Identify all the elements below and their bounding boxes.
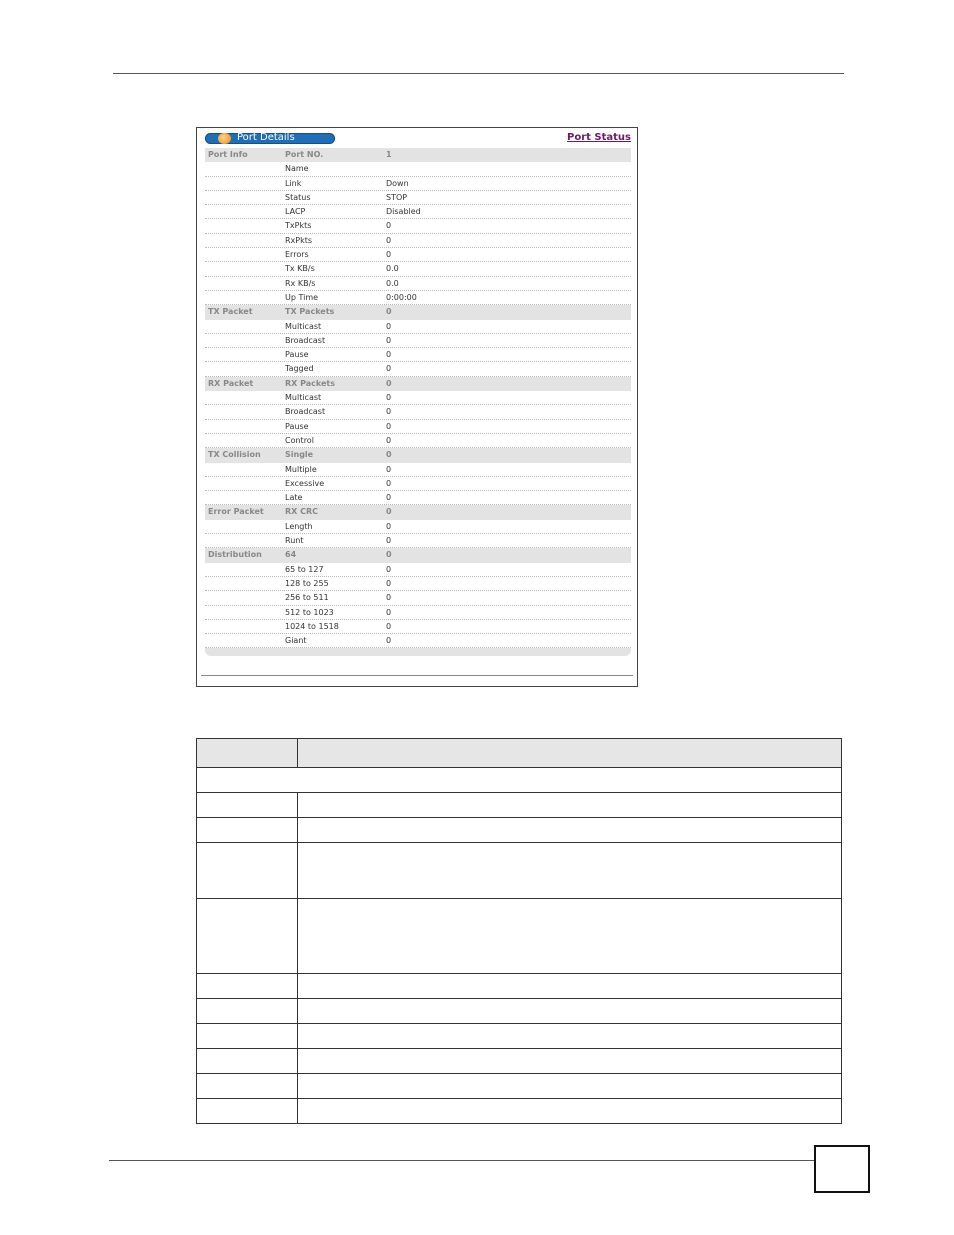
table-row bbox=[205, 434, 631, 448]
field-label: RX CRC bbox=[285, 507, 319, 517]
field-value: 0 bbox=[386, 621, 392, 631]
field-value: Disabled bbox=[386, 207, 421, 217]
field-value: 0 bbox=[386, 536, 392, 546]
table-row bbox=[205, 606, 631, 620]
field-label: Pause bbox=[285, 421, 309, 431]
table-cell bbox=[197, 1074, 298, 1099]
port-details-table bbox=[205, 148, 631, 656]
field-label: RxPkts bbox=[285, 235, 313, 245]
section-row bbox=[205, 148, 631, 162]
table-row bbox=[205, 477, 631, 491]
field-value: 0 bbox=[386, 393, 392, 403]
table-row bbox=[205, 620, 631, 634]
table-row bbox=[205, 405, 631, 419]
table-cell bbox=[197, 1049, 298, 1074]
section-row bbox=[205, 377, 631, 391]
field-label: Excessive bbox=[285, 478, 325, 488]
table-row bbox=[205, 177, 631, 191]
field-label: Port NO. bbox=[285, 150, 324, 159]
section-row bbox=[205, 548, 631, 562]
field-value: 0 bbox=[386, 636, 392, 646]
field-value: 0 bbox=[386, 521, 392, 531]
field-label: LACP bbox=[285, 207, 306, 217]
table-cell bbox=[298, 1074, 842, 1099]
table-cell bbox=[197, 1099, 298, 1124]
field-value: 0 bbox=[386, 407, 392, 417]
table-row bbox=[205, 248, 631, 262]
table-row bbox=[197, 768, 842, 793]
table-row bbox=[205, 191, 631, 205]
section-label: Distribution bbox=[208, 550, 262, 560]
field-label: Name bbox=[285, 164, 309, 174]
port-details-screen bbox=[196, 127, 638, 687]
field-label: Multicast bbox=[285, 321, 322, 331]
section-label: RX Packet bbox=[208, 378, 254, 388]
section-row bbox=[205, 505, 631, 519]
table-row bbox=[205, 277, 631, 291]
table-row bbox=[205, 391, 631, 405]
table-cell bbox=[298, 1049, 842, 1074]
field-value: 0 bbox=[386, 378, 392, 388]
field-value: 0 bbox=[386, 564, 392, 574]
field-label: TX Packets bbox=[285, 307, 335, 317]
table-row bbox=[197, 1074, 842, 1099]
field-label: Broadcast bbox=[285, 407, 326, 417]
table-cell bbox=[197, 793, 298, 818]
field-label: Broadcast bbox=[285, 335, 326, 345]
table-cell bbox=[298, 1099, 842, 1124]
header-cell-description bbox=[298, 739, 842, 768]
table-row bbox=[197, 818, 842, 843]
table-cell bbox=[298, 974, 842, 999]
table-row bbox=[205, 162, 631, 176]
field-description-table bbox=[196, 738, 842, 1124]
field-value: 0 bbox=[386, 578, 392, 588]
table-row bbox=[205, 563, 631, 577]
table-row bbox=[197, 1099, 842, 1124]
field-label: Tagged bbox=[285, 364, 314, 374]
table-row bbox=[205, 634, 631, 648]
table-row bbox=[197, 899, 842, 974]
table-cell bbox=[298, 843, 842, 899]
table-row bbox=[205, 577, 631, 591]
table-cell bbox=[197, 974, 298, 999]
page-title: Port Details bbox=[237, 132, 295, 143]
table-row bbox=[197, 1024, 842, 1049]
section-label: TX Packet bbox=[208, 307, 253, 317]
field-value: 0 bbox=[386, 307, 392, 317]
field-value: 0 bbox=[386, 450, 392, 460]
field-label: Status bbox=[285, 192, 311, 202]
table-cell bbox=[298, 818, 842, 843]
footer-rule bbox=[109, 1160, 814, 1161]
field-label: 256 to 511 bbox=[285, 593, 329, 603]
table-row bbox=[205, 463, 631, 477]
field-value: 0 bbox=[386, 593, 392, 603]
field-label: Multiple bbox=[285, 464, 317, 474]
section-label: Port Info bbox=[208, 150, 248, 159]
title-bar bbox=[205, 133, 335, 144]
field-value: 0 bbox=[386, 550, 392, 560]
section-label: TX Collision bbox=[208, 450, 261, 460]
field-label: 64 bbox=[285, 550, 297, 560]
table-row bbox=[197, 1049, 842, 1074]
field-value: 0 bbox=[386, 464, 392, 474]
table-row bbox=[205, 205, 631, 219]
field-value: 0 bbox=[386, 364, 392, 374]
field-value: 0 bbox=[386, 350, 392, 360]
section-row bbox=[205, 448, 631, 462]
table-row bbox=[205, 420, 631, 434]
section-label: Error Packet bbox=[208, 507, 264, 517]
field-value: 0:00:00 bbox=[386, 292, 417, 302]
field-label: Link bbox=[285, 178, 302, 188]
field-label: Up Time bbox=[285, 292, 319, 302]
header-rule bbox=[113, 73, 844, 74]
table-cell bbox=[197, 899, 298, 974]
field-value: 0.0 bbox=[386, 278, 399, 288]
field-label: Length bbox=[285, 521, 313, 531]
screen-divider bbox=[201, 675, 633, 676]
table-cell bbox=[197, 818, 298, 843]
field-value: 0 bbox=[386, 221, 392, 231]
table-row bbox=[197, 974, 842, 999]
table-row bbox=[205, 234, 631, 248]
table-row bbox=[197, 999, 842, 1024]
field-value: 0 bbox=[386, 235, 392, 245]
header-cell-label bbox=[197, 739, 298, 768]
field-label: Single bbox=[285, 450, 314, 460]
table-cell bbox=[197, 843, 298, 899]
field-label: Runt bbox=[285, 536, 304, 546]
field-label: Errors bbox=[285, 250, 309, 260]
table-row bbox=[205, 491, 631, 505]
field-label: RX Packets bbox=[285, 378, 336, 388]
field-value: 0 bbox=[386, 507, 392, 517]
table-row bbox=[205, 334, 631, 348]
field-value: 0 bbox=[386, 250, 392, 260]
table-row bbox=[205, 591, 631, 605]
field-value: 1 bbox=[386, 150, 392, 159]
table-cell bbox=[197, 768, 842, 793]
section-row bbox=[205, 305, 631, 319]
field-label: TxPkts bbox=[285, 221, 312, 231]
field-label: Giant bbox=[285, 636, 307, 646]
field-label: 1024 to 1518 bbox=[285, 621, 339, 631]
table-cell bbox=[298, 1024, 842, 1049]
field-label: 512 to 1023 bbox=[285, 607, 334, 617]
field-label: Pause bbox=[285, 350, 309, 360]
table-cell bbox=[298, 999, 842, 1024]
table-row bbox=[205, 520, 631, 534]
table-cell bbox=[197, 1024, 298, 1049]
field-label: 65 to 127 bbox=[285, 564, 324, 574]
field-value: 0 bbox=[386, 478, 392, 488]
port-status-link[interactable]: Port Status bbox=[567, 132, 631, 143]
field-value: 0 bbox=[386, 493, 392, 503]
field-value: 0 bbox=[386, 421, 392, 431]
table-row bbox=[205, 291, 631, 305]
field-label: Tx KB/s bbox=[285, 264, 315, 274]
field-label: 128 to 255 bbox=[285, 578, 329, 588]
field-label: Rx KB/s bbox=[285, 278, 316, 288]
table-row bbox=[197, 793, 842, 818]
field-value: STOP bbox=[386, 192, 408, 202]
field-label: Late bbox=[285, 493, 303, 503]
page-number-box bbox=[814, 1145, 870, 1193]
table-header-row bbox=[197, 739, 842, 768]
field-value: 0 bbox=[386, 435, 392, 445]
orb-icon bbox=[218, 133, 231, 144]
table-row bbox=[205, 262, 631, 276]
table-row bbox=[205, 362, 631, 376]
table-row bbox=[205, 348, 631, 362]
field-value: 0 bbox=[386, 607, 392, 617]
field-value: 0 bbox=[386, 321, 392, 331]
table-row bbox=[205, 219, 631, 233]
table-row bbox=[205, 320, 631, 334]
table-cell bbox=[197, 999, 298, 1024]
table-cell bbox=[298, 793, 842, 818]
table-row bbox=[197, 843, 842, 899]
field-value: Down bbox=[386, 178, 409, 188]
field-label: Control bbox=[285, 435, 314, 445]
field-label: Multicast bbox=[285, 393, 322, 403]
table-footer bbox=[205, 648, 631, 656]
field-value: 0 bbox=[386, 335, 392, 345]
field-value: 0.0 bbox=[386, 264, 399, 274]
table-row bbox=[205, 534, 631, 548]
table-cell bbox=[298, 899, 842, 974]
